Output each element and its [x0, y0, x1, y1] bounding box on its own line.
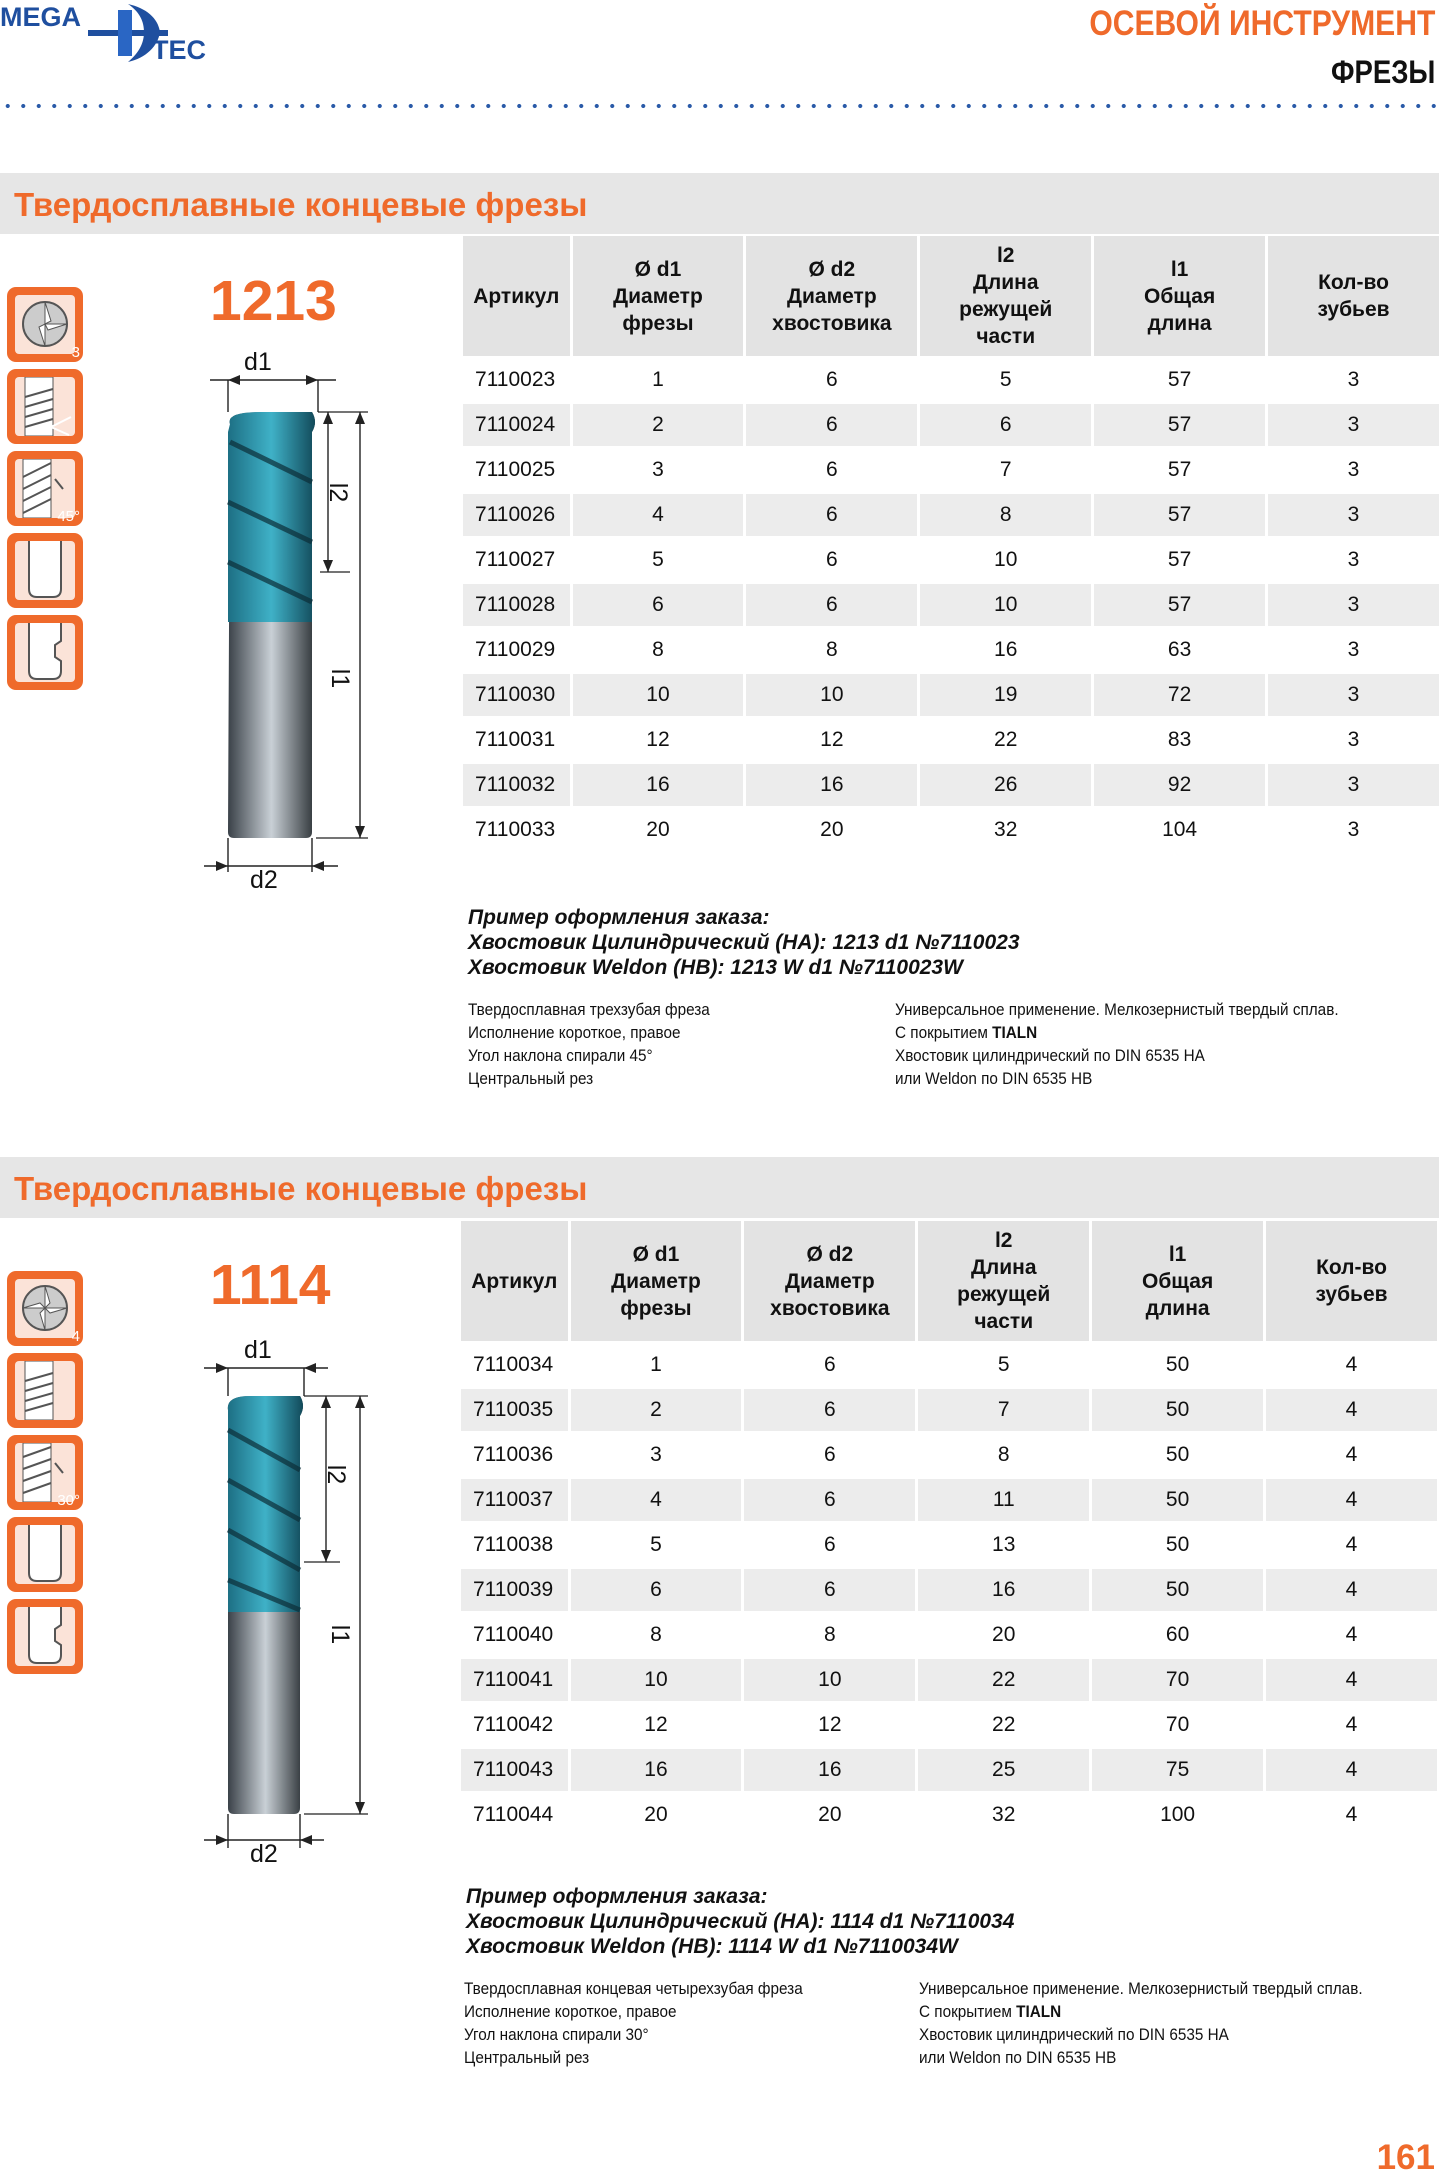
column-header: Артикул [461, 1221, 568, 1341]
article-cell: 7110042 [473, 1713, 554, 1736]
table-cell: 11 [918, 1479, 1089, 1521]
coating-label: С покрытием [895, 1023, 993, 1042]
table-cell: 50 [1165, 1443, 1190, 1466]
dim-l2: l2 [324, 482, 353, 503]
logo-text-bottom: TEC [152, 35, 206, 65]
table-row [461, 1704, 1437, 1746]
order-example [466, 1884, 1014, 1959]
teeth-count-label: 4 [71, 1328, 80, 1345]
article-cell: 7110038 [473, 1533, 554, 1556]
article-cell: 7110026 [463, 494, 570, 536]
article-cell: 7110043 [461, 1749, 568, 1791]
desc-line: Центральный рез [464, 2048, 590, 2067]
table-cell: 3 [1268, 494, 1439, 536]
table-cell: 57 [1094, 404, 1265, 446]
section-title: Твердосплавные концевые фрезы [14, 186, 588, 223]
dim-l1: l1 [326, 1624, 355, 1645]
cylindrical-shank-icon [7, 1517, 83, 1592]
table-cell: 6 [571, 1569, 742, 1611]
table-row [461, 1434, 1437, 1476]
spec-table-header [463, 236, 1439, 356]
table-cell: 4 [1266, 1479, 1437, 1521]
table-cell: 3 [1268, 404, 1439, 446]
table-cell: 6 [826, 548, 838, 571]
coating-value: TIALN [1016, 2002, 1062, 2021]
table-cell: 6 [826, 368, 838, 391]
table-cell: 100 [1160, 1803, 1196, 1826]
table-cell: 3 [1268, 584, 1439, 626]
table-row [463, 449, 1439, 491]
desc-line: Хвостовик цилиндрический по DIN 6535 HA [919, 2025, 1229, 2044]
article-cell: 7110025 [475, 458, 556, 481]
description-right [895, 998, 1339, 1090]
table-cell: 5 [650, 1533, 662, 1556]
table-cell: 20 [820, 818, 844, 841]
dim-d1: d1 [244, 1336, 272, 1364]
table-cell: 6 [746, 584, 917, 626]
table-cell: 3 [1347, 548, 1360, 571]
table-cell: 50 [1165, 1353, 1190, 1376]
desc-line: или Weldon по DIN 6535 HB [895, 1069, 1093, 1088]
table-cell: 8 [826, 638, 838, 661]
table-cell: 5 [999, 368, 1012, 391]
article-cell: 7110037 [461, 1479, 568, 1521]
table-cell: 10 [994, 548, 1018, 571]
desc-line: Твердосплавная концевая четырехзубая фреза [464, 1979, 803, 1998]
spec-icons [7, 287, 85, 697]
table-cell: 6 [746, 404, 917, 446]
teeth-count-label: 3 [71, 344, 80, 361]
table-cell: 7 [918, 1389, 1089, 1431]
table-cell: 3 [1347, 368, 1360, 391]
table-cell: 57 [1094, 584, 1265, 626]
article-cell: 7110024 [463, 404, 570, 446]
table-cell: 6 [824, 1443, 836, 1466]
article-cell: 7110039 [461, 1569, 568, 1611]
model-number: 1114 [210, 1253, 331, 1317]
table-cell: 6 [573, 584, 744, 626]
desc-line: Угол наклона спирали 45° [468, 1046, 653, 1065]
table-cell: 57 [1167, 548, 1192, 571]
end-mill-drawing [200, 1340, 380, 1860]
cylindrical-shank-icon [7, 533, 83, 608]
table-cell: 16 [571, 1749, 742, 1791]
teeth-count-icon [7, 287, 83, 362]
article-cell: 7110044 [473, 1803, 554, 1826]
table-cell: 22 [992, 1713, 1016, 1736]
table-cell: 2 [571, 1389, 742, 1431]
table-row [461, 1344, 1437, 1386]
table-cell: 6 [824, 1353, 836, 1376]
table-cell: 4 [1266, 1389, 1437, 1431]
description-left [468, 998, 710, 1090]
table-cell: 2 [573, 404, 744, 446]
desc-line: Исполнение короткое, правое [468, 1023, 681, 1042]
desc-line: Исполнение короткое, правое [464, 2002, 677, 2021]
column-header: Кол-во зубьев [1266, 1221, 1437, 1341]
order-line-hb: Хвостовик Weldon (НВ): 1213 W d1 №7110023W [468, 956, 963, 979]
article-cell: 7110036 [473, 1443, 554, 1466]
table-cell: 83 [1167, 728, 1192, 751]
table-row [461, 1389, 1437, 1431]
column-header: l1 Общая длина [1094, 236, 1265, 356]
table-cell: 60 [1165, 1623, 1190, 1646]
header-subtitle: ФРЕЗЫ [1330, 54, 1435, 90]
table-cell: 6 [746, 494, 917, 536]
table-cell: 22 [918, 1659, 1089, 1701]
table-cell: 25 [918, 1749, 1089, 1791]
table-row [463, 674, 1439, 716]
table-cell: 5 [997, 1353, 1010, 1376]
table-cell: 13 [992, 1533, 1016, 1556]
column-header: Ø d2 Диаметр хвостовика [744, 1221, 915, 1341]
teeth-count-icon [7, 1271, 83, 1346]
table-cell: 10 [920, 584, 1091, 626]
article-cell: 7110034 [473, 1353, 554, 1376]
desc-line: Твердосплавная трехзубая фреза [468, 1000, 710, 1019]
table-cell: 1 [650, 1353, 662, 1376]
table-cell: 20 [644, 1803, 668, 1826]
table-cell: 4 [1345, 1623, 1358, 1646]
table-cell: 75 [1092, 1749, 1263, 1791]
table-row [461, 1794, 1437, 1836]
table-cell: 8 [652, 638, 664, 661]
table-row [461, 1569, 1437, 1611]
table-cell: 4 [1345, 1443, 1358, 1466]
table-cell: 50 [1092, 1389, 1263, 1431]
dim-d1: d1 [244, 348, 272, 376]
end-mill-drawing [200, 352, 380, 872]
desc-line: Универсальное применение. Мелкозернистый твердый сплав. [919, 1979, 1363, 1998]
table-cell: 3 [1347, 638, 1360, 661]
table-cell: 4 [1345, 1353, 1358, 1376]
spec-table-body [463, 359, 1439, 851]
table-cell: 3 [1268, 674, 1439, 716]
order-line-ha: Хвостовик Цилиндрический (НА): 1114 d1 №7110034 [466, 1910, 1015, 1933]
column-header: Ø d1 Диаметр фрезы [573, 236, 744, 356]
table-cell: 4 [1266, 1749, 1437, 1791]
table-cell: 22 [994, 728, 1018, 751]
table-row [461, 1524, 1437, 1566]
article-cell: 7110033 [475, 818, 556, 841]
table-cell: 92 [1094, 764, 1265, 806]
column-header: Ø d1 Диаметр фрезы [571, 1221, 742, 1341]
table-cell: 6 [824, 1533, 836, 1556]
dim-d2: d2 [250, 1840, 278, 1868]
table-cell: 4 [1266, 1659, 1437, 1701]
table-cell: 3 [1268, 764, 1439, 806]
helix-angle-label: 30° [57, 1492, 80, 1509]
order-line-ha: Хвостовик Цилиндрический (НА): 1213 d1 №7110023 [468, 931, 1020, 954]
table-cell: 3 [652, 458, 664, 481]
table-cell: 6 [744, 1389, 915, 1431]
table-row [461, 1614, 1437, 1656]
order-title: Пример оформления заказа: [468, 906, 770, 929]
order-example [468, 905, 1020, 980]
table-row [461, 1479, 1437, 1521]
table-row [463, 629, 1439, 671]
table-cell: 1 [652, 368, 664, 391]
table-cell: 4 [1266, 1569, 1437, 1611]
column-header: l2 Длина режущей части [918, 1221, 1089, 1341]
desc-line-coating [919, 2000, 1363, 2023]
dotted-divider [0, 103, 1439, 109]
table-row [461, 1659, 1437, 1701]
table-cell: 57 [1167, 368, 1192, 391]
weldon-shank-icon [7, 1599, 83, 1674]
spec-table [458, 1218, 1439, 1839]
desc-line: или Weldon по DIN 6535 HB [919, 2048, 1117, 2067]
table-cell: 4 [1345, 1533, 1358, 1556]
table-cell: 72 [1094, 674, 1265, 716]
column-header: l1 Общая длина [1092, 1221, 1263, 1341]
section-band [0, 173, 1439, 234]
dim-l2: l2 [322, 1464, 351, 1485]
description-right [919, 1977, 1363, 2069]
article-cell: 7110029 [475, 638, 556, 661]
table-cell: 57 [1167, 458, 1192, 481]
table-cell: 8 [997, 1443, 1010, 1466]
megatec-logo [0, 0, 230, 70]
weldon-shank-icon [7, 615, 83, 690]
table-cell: 6 [744, 1569, 915, 1611]
logo-text-top: MEGA [0, 2, 81, 32]
coating-value: TIALN [992, 1023, 1038, 1042]
order-title: Пример оформления заказа: [466, 1885, 768, 1908]
article-cell: 7110032 [463, 764, 570, 806]
table-cell: 6 [920, 404, 1091, 446]
table-cell: 50 [1092, 1569, 1263, 1611]
table-cell: 10 [571, 1659, 742, 1701]
table-cell: 10 [744, 1659, 915, 1701]
helix-angle-icon [7, 1435, 83, 1510]
column-header: Ø d2 Диаметр хвостовика [746, 236, 917, 356]
model-number: 1213 [210, 269, 337, 333]
desc-line: Угол наклона спирали 30° [464, 2025, 649, 2044]
spec-table [460, 233, 1439, 854]
table-cell: 32 [994, 818, 1018, 841]
table-cell: 50 [1092, 1479, 1263, 1521]
table-cell: 3 [1347, 728, 1360, 751]
article-cell: 7110041 [461, 1659, 568, 1701]
article-cell: 7110035 [461, 1389, 568, 1431]
article-cell: 7110028 [463, 584, 570, 626]
desc-line: Центральный рез [468, 1069, 594, 1088]
table-cell: 10 [746, 674, 917, 716]
table-cell: 20 [646, 818, 670, 841]
section-title: Твердосплавные концевые фрезы [14, 1170, 588, 1207]
right-cut-icon [7, 369, 83, 444]
column-header: Артикул [463, 236, 570, 356]
table-cell: 3 [1347, 818, 1360, 841]
spec-table-body [461, 1344, 1437, 1836]
article-cell: 7110031 [475, 728, 556, 751]
table-cell: 4 [1345, 1803, 1358, 1826]
helix-angle-label: 45° [57, 508, 80, 525]
table-cell: 19 [920, 674, 1091, 716]
table-cell: 12 [644, 1713, 668, 1736]
header-row [461, 1221, 1437, 1341]
table-cell: 7 [999, 458, 1012, 481]
table-cell: 4 [1345, 1713, 1358, 1736]
desc-line: Универсальное применение. Мелкозернистый твердый сплав. [895, 1000, 1339, 1019]
table-cell: 6 [744, 1479, 915, 1521]
table-cell: 8 [824, 1623, 836, 1646]
page-number: 161 [1376, 2138, 1435, 2177]
table-cell: 26 [920, 764, 1091, 806]
table-cell: 16 [746, 764, 917, 806]
article-cell: 7110027 [475, 548, 556, 571]
table-cell: 57 [1094, 494, 1265, 536]
table-cell: 16 [744, 1749, 915, 1791]
table-cell: 63 [1167, 638, 1192, 661]
desc-line-coating [895, 1021, 1339, 1044]
article-cell: 7110030 [463, 674, 570, 716]
right-cut-icon [7, 1353, 83, 1428]
column-header: Кол-во зубьев [1268, 236, 1439, 356]
table-row [463, 809, 1439, 851]
dim-l1: l1 [326, 668, 355, 689]
table-row [463, 719, 1439, 761]
table-cell: 4 [571, 1479, 742, 1521]
table-cell: 10 [573, 674, 744, 716]
table-cell: 104 [1162, 818, 1198, 841]
table-cell: 4 [573, 494, 744, 536]
spec-icons [7, 1271, 85, 1681]
table-cell: 70 [1092, 1659, 1263, 1701]
description-left [464, 1977, 803, 2069]
spec-table-header [461, 1221, 1437, 1341]
helix-angle-icon [7, 451, 83, 526]
desc-line: Хвостовик цилиндрический по DIN 6535 HA [895, 1046, 1205, 1065]
table-cell: 12 [818, 1713, 842, 1736]
section-band [0, 1157, 1439, 1218]
table-cell: 3 [1347, 458, 1360, 481]
table-row [463, 359, 1439, 401]
table-cell: 6 [826, 458, 838, 481]
header-row [463, 236, 1439, 356]
table-row [463, 539, 1439, 581]
header-title: ОСЕВОЙ ИНСТРУМЕНТ [1088, 4, 1435, 43]
table-row [463, 494, 1439, 536]
table-cell: 50 [1165, 1533, 1190, 1556]
article-cell: 7110023 [475, 368, 556, 391]
column-header: l2 Длина режущей части [920, 236, 1091, 356]
table-cell: 12 [646, 728, 670, 751]
coating-label: С покрытием [919, 2002, 1017, 2021]
table-cell: 32 [992, 1803, 1016, 1826]
order-line-hb: Хвостовик Weldon (НВ): 1114 W d1 №7110034W [466, 1935, 958, 1958]
table-cell: 16 [573, 764, 744, 806]
table-cell: 20 [818, 1803, 842, 1826]
table-cell: 8 [650, 1623, 662, 1646]
table-cell: 16 [994, 638, 1018, 661]
table-cell: 20 [992, 1623, 1016, 1646]
table-cell: 12 [820, 728, 844, 751]
table-row [463, 404, 1439, 446]
article-cell: 7110040 [473, 1623, 554, 1646]
dim-d2: d2 [250, 866, 278, 894]
table-cell: 16 [918, 1569, 1089, 1611]
table-row [463, 764, 1439, 806]
table-cell: 5 [652, 548, 664, 571]
table-cell: 3 [650, 1443, 662, 1466]
table-row [463, 584, 1439, 626]
table-cell: 70 [1165, 1713, 1190, 1736]
table-cell: 8 [920, 494, 1091, 536]
table-row [461, 1749, 1437, 1791]
